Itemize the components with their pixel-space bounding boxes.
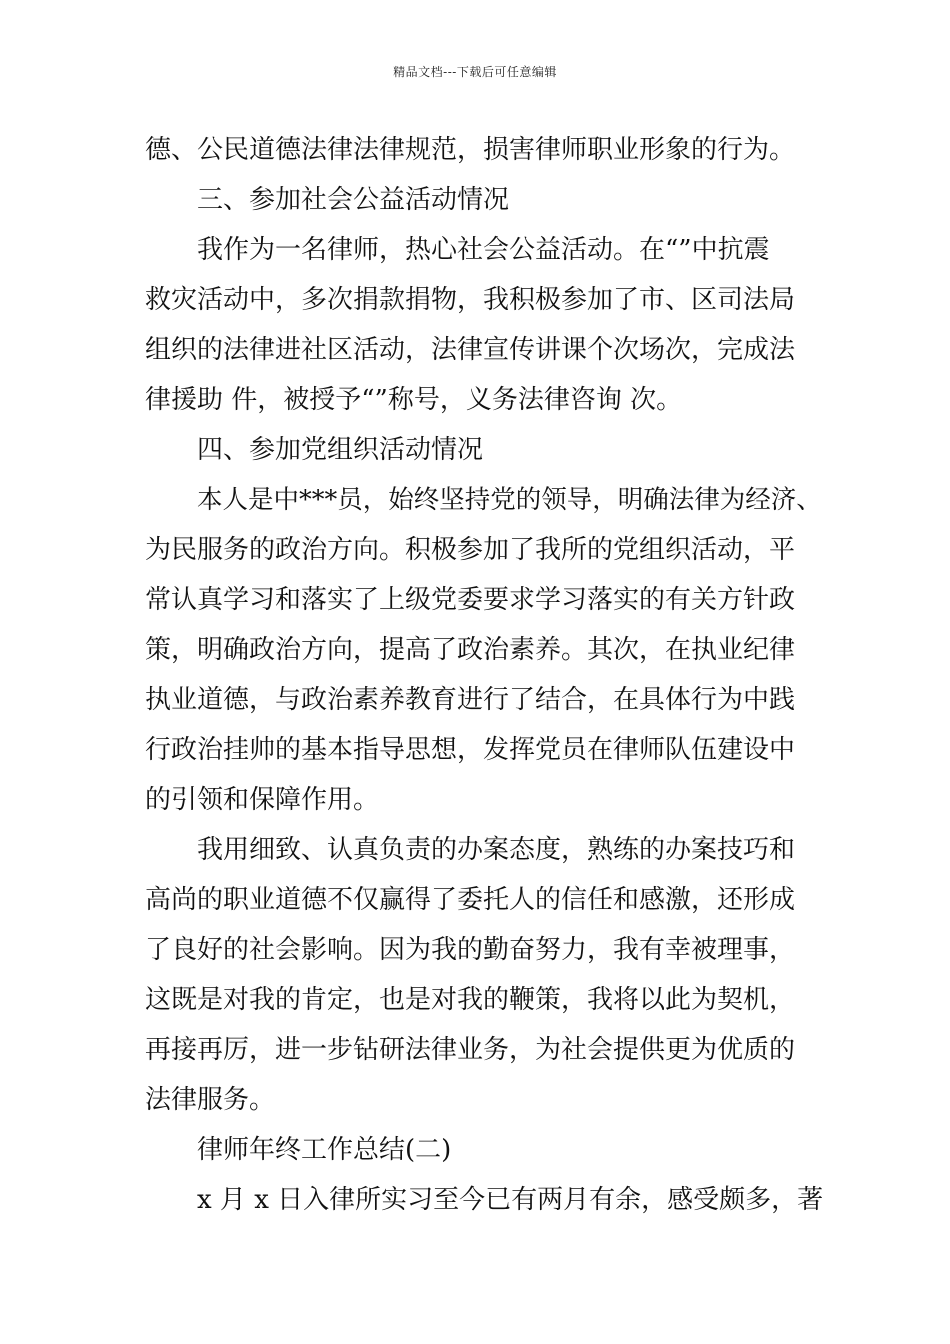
text-line: 救灾活动中，多次捐款捐物，我积极参加了市、区司法局 (145, 285, 796, 315)
text-line: 的引领和保障作用。 (145, 785, 380, 815)
text-line: 我作为一名律师，热心社会公益活动。在“”中抗震 (197, 235, 770, 265)
text-line: x 月 x 日入律所实习至今已有两月有余，感受颇多，著 (197, 1185, 824, 1215)
text-line: 法律服务。 (145, 1085, 276, 1115)
text-line: 我用细致、认真负责的办案态度，熟练的办案技巧和 (197, 835, 796, 865)
text-line: 本人是中***员，始终坚持党的领导，明确法律为经济、 (197, 485, 822, 515)
text-line: 了良好的社会影响。因为我的勤奋努力，我有幸被理事， (145, 935, 796, 965)
text-line: 高尚的职业道德不仅赢得了委托人的信任和感激，还形成 (145, 885, 796, 915)
text-line: 行政治挂帅的基本指导思想，发挥党员在律师队伍建设中 (145, 735, 796, 765)
text-line: 组织的法律进社区活动，法律宣传讲课个次场次，完成法 (145, 335, 796, 365)
text-line: 律援助 件，被授予“”称号，义务法律咨询 次。 (145, 385, 683, 415)
text-line: 策，明确政治方向，提高了政治素养。其次，在执业纪律 (145, 635, 796, 665)
section-heading: 四、参加党组织活动情况 (197, 435, 484, 465)
text-line: 执业道德，与政治素养教育进行了结合，在具体行为中践 (145, 685, 796, 715)
page-header: 精品文档---下载后可任意编辑 (393, 65, 557, 79)
text-line: 为民服务的政治方向。积极参加了我所的党组织活动，平 (145, 535, 796, 565)
document-title: 律师年终工作总结(二) (197, 1135, 452, 1165)
section-heading: 三、参加社会公益活动情况 (197, 185, 510, 215)
text-line: 常认真学习和落实了上级党委要求学习落实的有关方针政 (145, 585, 796, 615)
text-line: 德、公民道德法律法律规范，损害律师职业形象的行为。 (145, 135, 796, 165)
text-line: 再接再厉，进一步钻研法律业务，为社会提供更为优质的 (145, 1035, 796, 1065)
text-line: 这既是对我的肯定，也是对我的鞭策，我将以此为契机， (145, 985, 796, 1015)
